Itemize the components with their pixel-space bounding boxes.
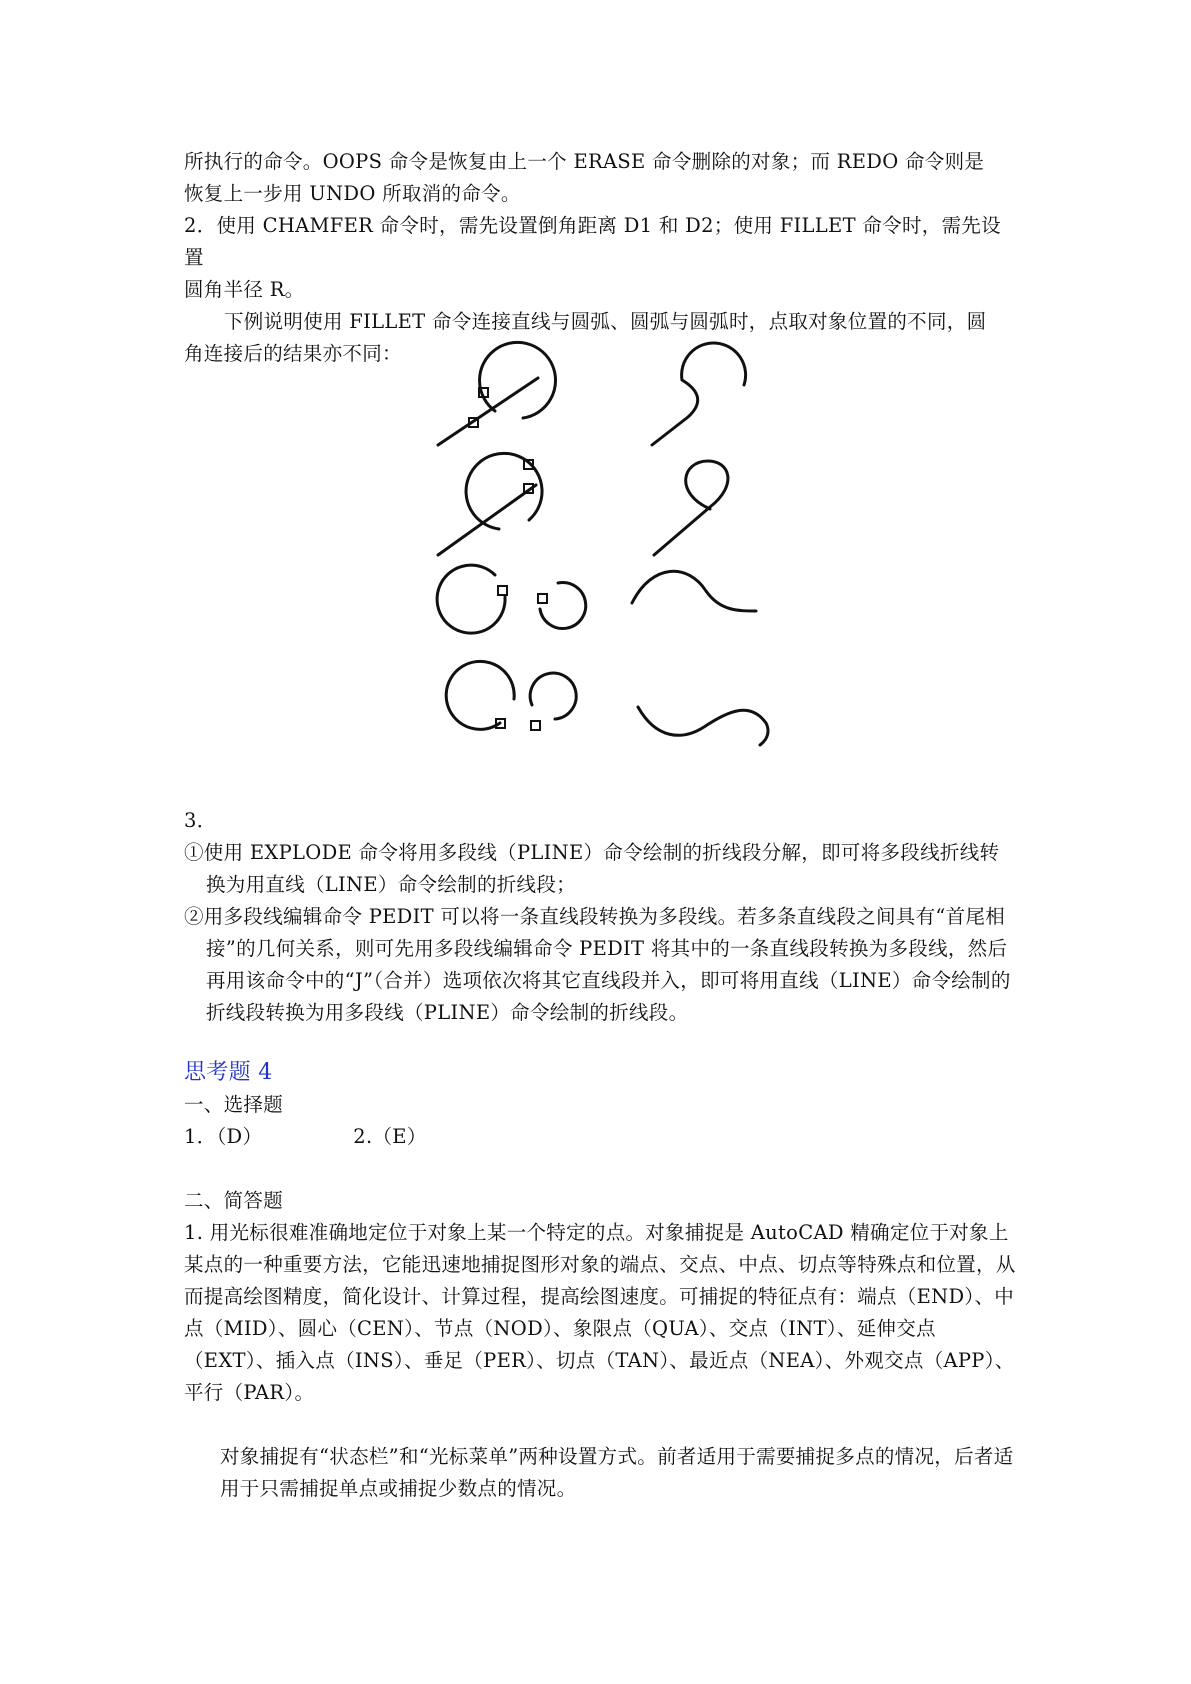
arc-shape <box>437 565 505 633</box>
line-shape <box>438 485 536 555</box>
item-3-sub-1: ①使用 EXPLODE 命令将用多段线（PLINE）命令绘制的折线段分解，即可将多段线折线转换为用直线（LINE）命令绘制的折线段； <box>184 841 1000 896</box>
item-3-number: 3． <box>184 809 217 832</box>
item-3-sub-2: ②用多段线编辑命令 PEDIT 可以将一条直线段转换为多段线。若多条直线段之间具有“首尾相接”的几何关系，则可先用多段线编辑命令 PEDIT 将其中的一条直线段转换为多段线，然后再用该命令中的“J”（合并）选项依次将其它直线段并入，即可将用直线（LINE）命令绘制的折线段转换为用多段线（PLINE）命令绘制的折线段。 <box>184 905 1011 1024</box>
wave-result-shape <box>632 571 756 611</box>
answer-spacer <box>269 1125 347 1148</box>
pick-box-icon <box>531 721 540 730</box>
text-line: 所执行的命令。OOPS 命令是恢复由上一个 ERASE 命令删除的对象；而 REDO 命令则是 <box>184 150 985 173</box>
text-line: 恢复上一步用 UNDO 所取消的命令。 <box>184 182 521 205</box>
blank-line <box>184 1409 1018 1441</box>
wave-result-shape <box>638 707 768 745</box>
fillet-example-figure <box>420 335 800 760</box>
arc-shape <box>466 453 542 529</box>
short-answer-para-2: 对象捕捉有“状态栏”和“光标菜单”两种设置方式。前者适用于需要捕捉多点的情况，后者适用于只需捕捉单点或捕捉少数点的情况。 <box>220 1445 1014 1500</box>
blank-line <box>184 1153 1018 1185</box>
pick-box-icon <box>498 586 507 595</box>
arc-shape <box>480 342 556 418</box>
section-4-title: 思考题 4 <box>184 1060 273 1085</box>
item-2-line: 圆角半径 R。 <box>184 278 305 301</box>
arc-shape <box>540 583 586 629</box>
answer-2: 2.（E） <box>353 1125 427 1148</box>
short-answer-heading: 二、简答题 <box>184 1189 284 1212</box>
section-4 <box>184 1057 1018 1505</box>
item-3-text <box>184 805 1018 1029</box>
fillet-result-shape <box>652 343 746 445</box>
example-intro-line: 角连接后的结果亦不同： <box>184 342 402 365</box>
choice-heading: 一、选择题 <box>184 1093 284 1116</box>
choice-answers <box>184 1121 1018 1153</box>
fillet-result-shape <box>654 461 728 555</box>
example-intro-line: 下例说明使用 FILLET 命令连接直线与圆弧、圆弧与圆弧时，点取对象位置的不同，圆 <box>224 310 987 333</box>
answer-1: 1．（D） <box>184 1125 263 1148</box>
pick-box-icon <box>538 594 547 603</box>
short-answer-para-1: 1. 用光标很难准确地定位于对象上某一个特定的点。对象捕捉是 AutoCAD 精确定位于对象上某点的一种重要方法，它能迅速地捕捉图形对象的端点、交点、中点、切点等特殊点和位置，从而提高绘图精度，简化设计、计算过程，提高绘图速度。可捕捉的特征点有：端点（END）、中点（MID）、圆心（CEN）、节点（NOD）、象限点（QUA）、交点（INT）、延伸交点（EXT）、插入点（INS）、垂足（PER）、切点（TAN）、最近点（NEA）、外观交点（APP）、平行（PAR）。 <box>184 1221 1016 1404</box>
item-2-line: 2．使用 CHAMFER 命令时，需先设置倒角距离 D1 和 D2；使用 FILLET 命令时，需先设置 <box>184 214 1001 269</box>
arc-shape <box>530 673 576 719</box>
